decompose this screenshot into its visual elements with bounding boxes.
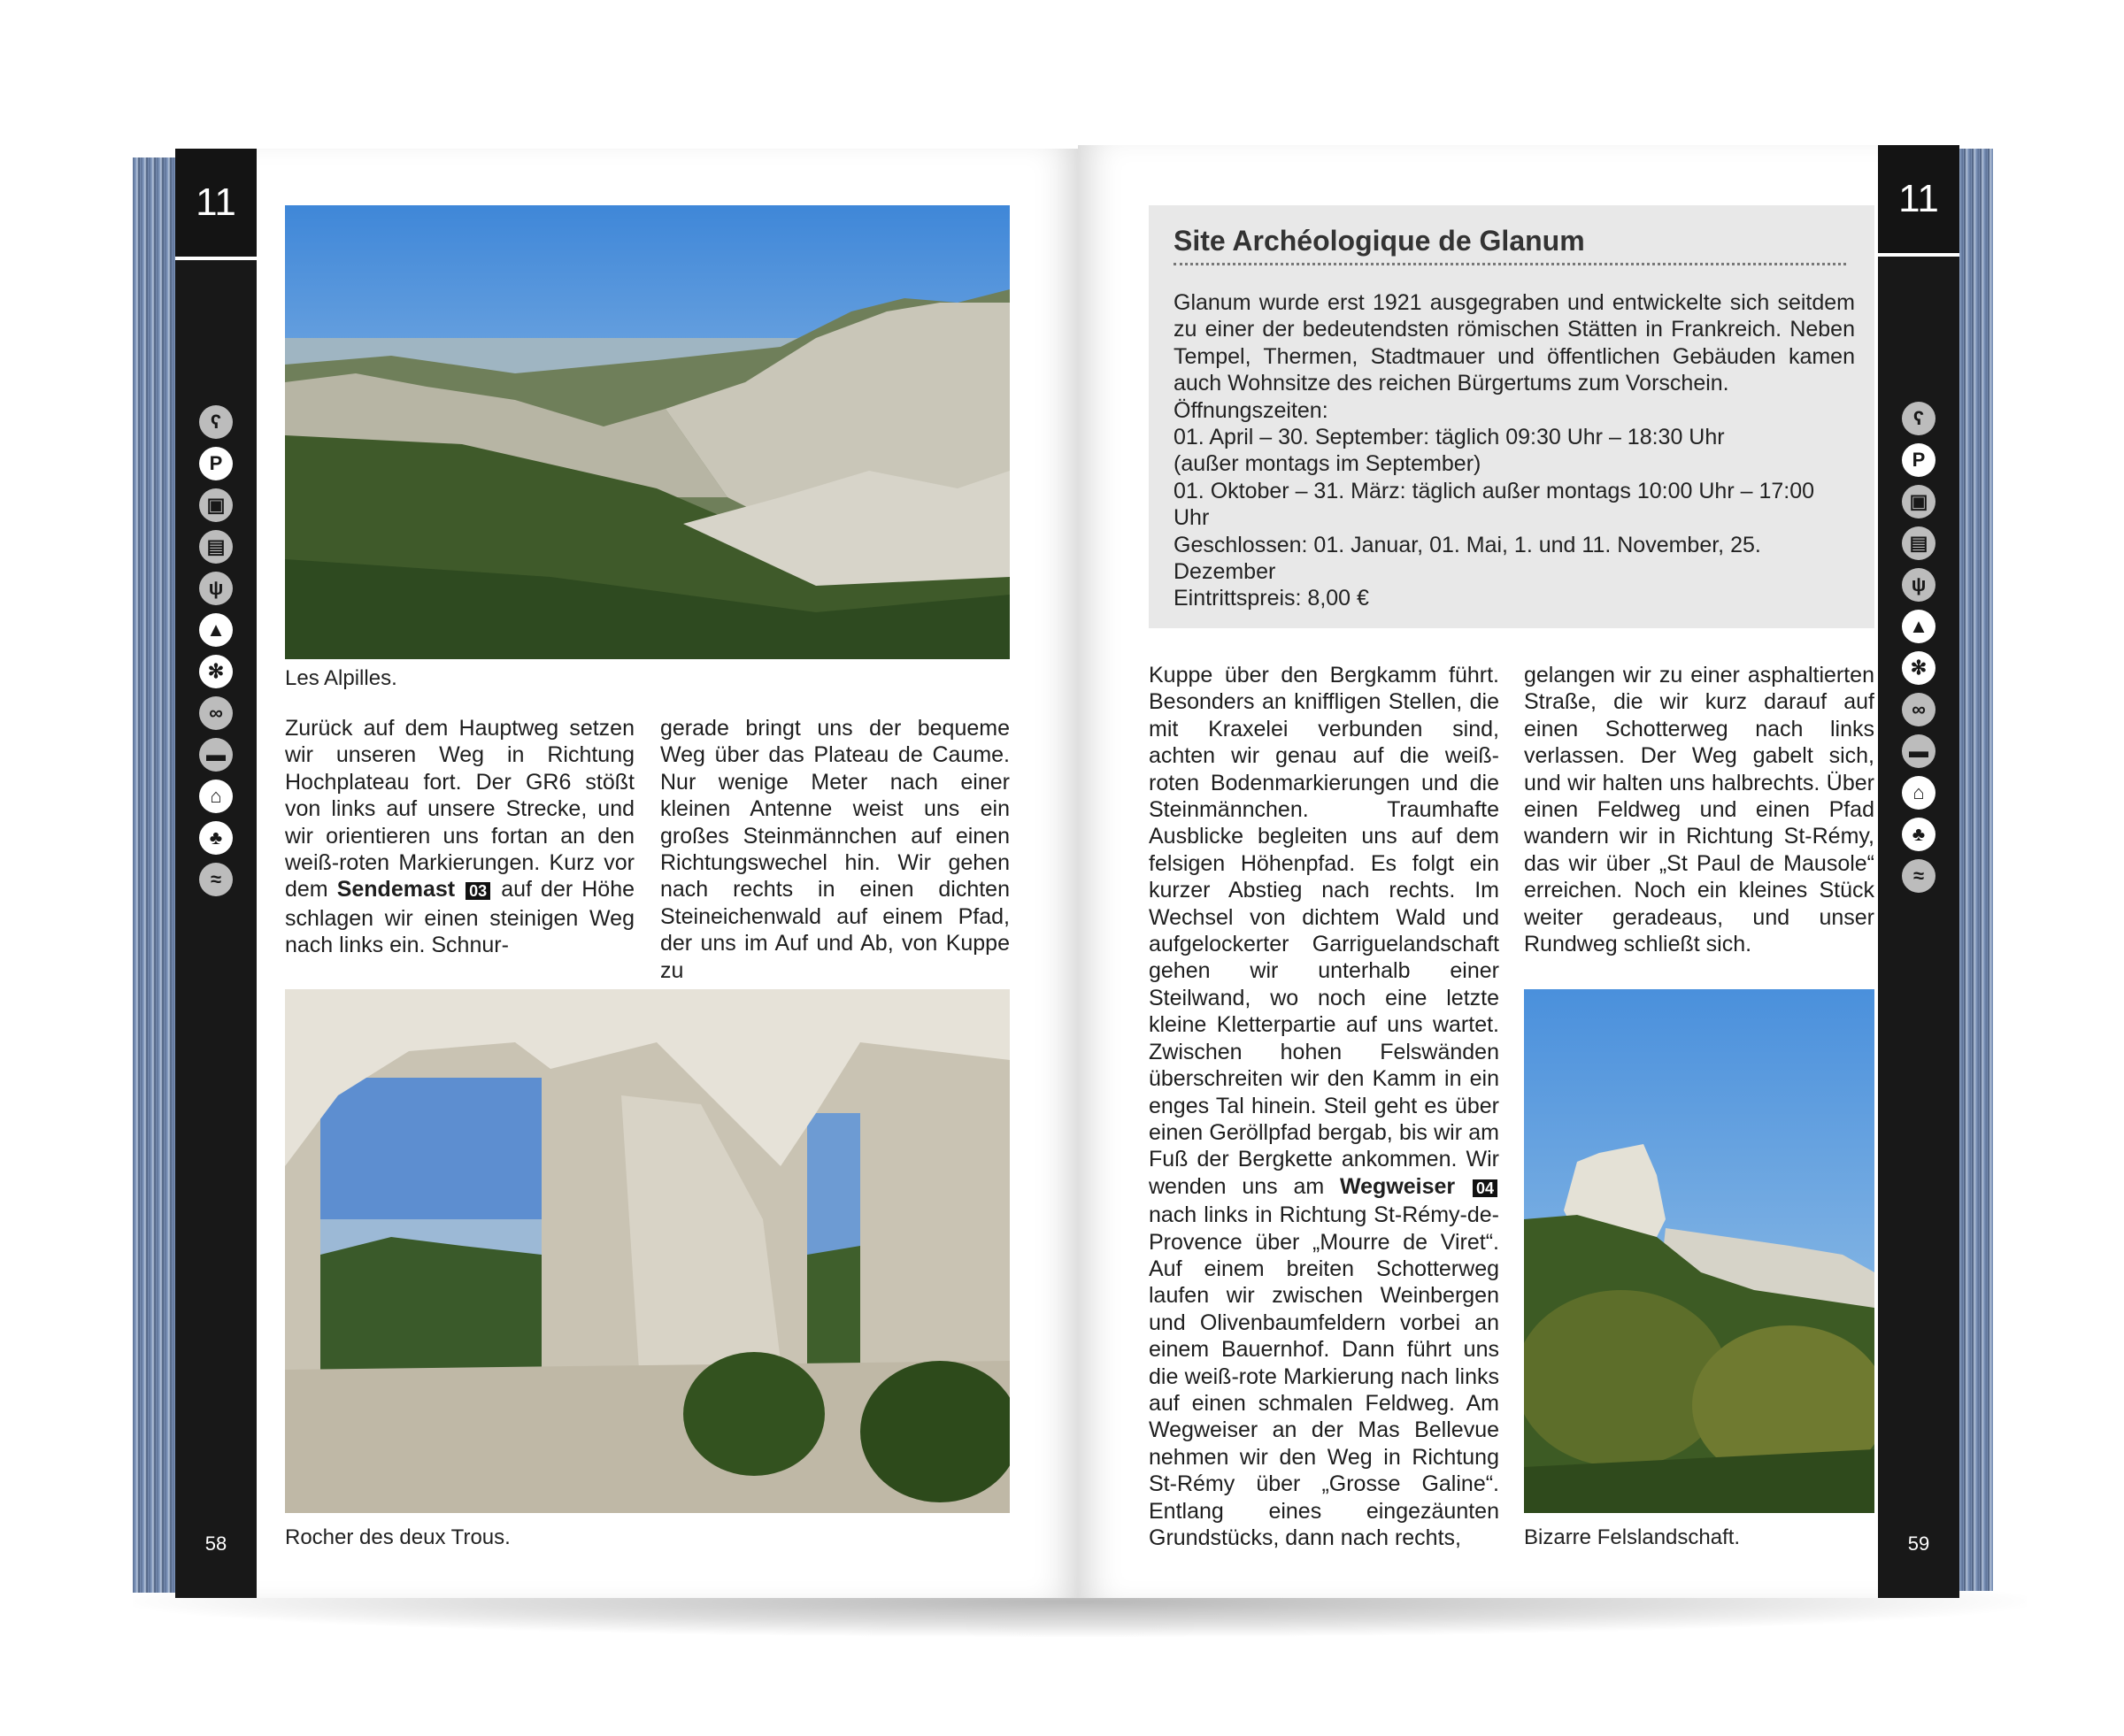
museum-icon: ⌂ xyxy=(199,780,233,813)
admission-price: Eintrittspreis: 8,00 € xyxy=(1174,586,1369,611)
cable-car-icon: ▤ xyxy=(199,530,233,564)
text-column-1 xyxy=(285,715,635,959)
bear-icon: ʕ xyxy=(199,405,233,439)
tree-icon: ♣ xyxy=(1902,818,1935,851)
col2-text: gelangen wir zu einer asphaltierten Straße, die wir kurz darauf auf einen Schotterweg nach links verlassen. Der Weg gabelt sich, und wir halten uns halbrechts. Über einen Feldweg und einen Pfad wandern wir in Richtung St-Rémy, das wir über „St Paul de Mausole“ erreichen. Noch ein kleines Stück weiter geradeaus, und unser Rundweg schließt sich. xyxy=(1524,663,1874,957)
opening-hours-winter: 01. Oktober – 31. März: täglich außer montags 10:00 Uhr – 17:00 Uhr xyxy=(1174,478,1815,531)
restaurant-icon: ψ xyxy=(199,572,233,605)
page-edges-left xyxy=(133,157,177,1593)
parking-icon: P xyxy=(199,447,233,480)
photo-caption: Bizarre Felslandschaft. xyxy=(1524,1525,1741,1549)
col1-text-a: Zurück auf dem Hauptweg setzen wir unseren Weg in Richtung Hochplateau fort. Der GR6 stößt von links auf unsere Strecke, und wir orientieren uns fortan an den weiß-roten Markierungen. Kurz vor dem xyxy=(285,716,635,903)
swimming-icon: ≈ xyxy=(199,863,233,896)
waypoint-tag: 03 xyxy=(466,882,490,900)
opening-hours-label: Öffnungszeiten: xyxy=(1174,397,1328,423)
text-column-2 xyxy=(660,715,1010,984)
waypoint-tag: 04 xyxy=(1473,1179,1497,1197)
waypoint-name: Wegweiser xyxy=(1340,1173,1456,1199)
waypoint-name: Sendemast xyxy=(336,877,456,903)
photo-caption: Rocher des deux Trous. xyxy=(285,1525,511,1549)
right-page xyxy=(1078,145,1959,1598)
chapter-sidebar-right xyxy=(1878,145,1959,1598)
parking-icon: P xyxy=(1902,443,1935,477)
train-icon: ▬ xyxy=(1902,734,1935,768)
left-page xyxy=(175,149,1078,1598)
col1-text-a: Kuppe über den Bergkamm führt. Besonders an kniffligen Stellen, die mit Kraxelei verbunden sind, achten wir genau auf die weiß-roten Bodenmarkierungen und die Steinmännchen. Traumhafte Ausblicke begleiten uns auf dem felsigen Höhenpfad. Es folgt ein kurzer Abstieg nach rechts. Im Wechsel von dichtem Wald und aufgelockerter Garriguelandschaft gehen wir unterhalb einer Steilwand, wo noch eine letzte kleine Kletterpartie auf uns wartet. Zwischen hohen Felswänden überschreiten wir den Kamm in ein enges Tal hinein. Steil geht es über einen Geröllpfad bergab, bis wir am Fuß der Bergkette ankommen. Wir wenden uns am xyxy=(1149,663,1499,1199)
restaurant-icon: ψ xyxy=(1902,568,1935,602)
info-box-body xyxy=(1174,289,1855,612)
info-description: Glanum wurde erst 1921 ausgegraben und entwickelte sich seitdem zu einer der bedeutendsten römischen Stätten in Frankreich. Neben Tempel, Thermen, Stadtmauer und öffentlichen Gebäuden kamen auch Wohnsitze des reichen Bürgertums zum Vorschein. xyxy=(1174,290,1855,396)
photo-bizarre-felslandschaft xyxy=(1524,989,1874,1513)
photo-caption: Les Alpilles. xyxy=(285,666,397,690)
bike-icon: ∞ xyxy=(199,696,233,730)
photo-rocher-des-deux-trous xyxy=(285,989,1010,1513)
cable-car-icon: ▤ xyxy=(1902,526,1935,560)
summit-icon: ▲ xyxy=(199,613,233,647)
text-column-2 xyxy=(1524,662,1874,957)
snowflake-icon: ✻ xyxy=(1902,651,1935,685)
bear-icon: ʕ xyxy=(1902,402,1935,435)
col2-text: gerade bringt uns der bequeme Weg über das Plateau de Caume. Nur wenige Meter nach einer kleinen Antenne weist uns ein großes Steinmännchen auf einen Richtungswechel hin. Wir gehen nach rechts in einen dichten Steineichenwald auf einem Pfad, der uns im Auf und Ab, von Kuppe zu xyxy=(660,716,1010,983)
museum-icon: ⌂ xyxy=(1902,776,1935,810)
tree-icon: ♣ xyxy=(199,821,233,855)
chapter-number: 11 xyxy=(175,149,257,260)
activity-icons xyxy=(175,405,257,904)
summit-icon: ▲ xyxy=(1902,610,1935,643)
train-icon: ▬ xyxy=(199,738,233,772)
chapter-sidebar-left xyxy=(175,149,257,1598)
photo-les-alpilles xyxy=(285,205,1010,659)
opening-hours-summer: 01. April – 30. September: täglich 09:30 Uhr – 18:30 Uhr xyxy=(1174,425,1725,450)
col1-text-b: nach links in Richtung St-Rémy-de-Provence über „Mourre de Viret“. Auf einem breiten Schotterweg laufen wir zwischen Weinbergen und Olivenbaumfeldern vorbei an einem Bauernhof. Dann führt uns die weiß-rote Markierung nach links auf einen schmalen Feldweg. Am Wegweiser an der Mas Bellevue nehmen wir den Weg in Richtung St-Rémy über „Grosse Galine“. Entlang eines eingezäunten Grundstücks, dann nach rechts, xyxy=(1149,1202,1499,1550)
bus-icon: ▣ xyxy=(199,488,233,522)
chapter-number: 11 xyxy=(1878,145,1959,257)
bus-icon: ▣ xyxy=(1902,485,1935,518)
page-number: 58 xyxy=(204,1532,227,1555)
snowflake-icon: ✻ xyxy=(199,655,233,688)
bike-icon: ∞ xyxy=(1902,693,1935,726)
swimming-icon: ≈ xyxy=(1902,859,1935,893)
opening-hours-note: (außer montags im September) xyxy=(1174,451,1481,477)
page-number: 59 xyxy=(1907,1532,1930,1555)
col1-text-b: auf der Höhe schlagen wir einen steinigen Weg nach links ein. Schnur- xyxy=(285,877,635,958)
closed-days: Geschlossen: 01. Januar, 01. Mai, 1. und 11. November, 25. Dezember xyxy=(1174,532,1761,585)
info-box xyxy=(1149,205,1874,628)
activity-icons xyxy=(1878,402,1959,901)
info-box-title: Site Archéologique de Glanum xyxy=(1174,225,1846,265)
text-column-1 xyxy=(1149,662,1499,1551)
